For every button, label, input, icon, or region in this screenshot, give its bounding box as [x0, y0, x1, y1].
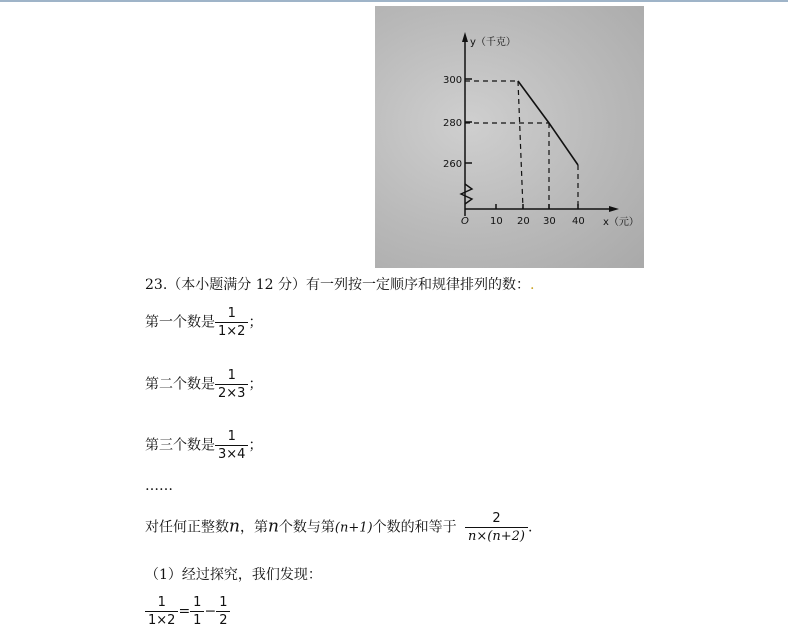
item-3-label: 第三个数是	[145, 437, 215, 454]
var-n-2: n	[267, 516, 279, 537]
y-axis-arrow	[462, 32, 468, 42]
x-tick-label-10: 10	[490, 216, 503, 227]
x-axis-arrow	[609, 206, 619, 212]
item-2	[145, 367, 262, 402]
item-1-fraction	[215, 305, 248, 340]
statement-part1: 对任何正整数	[145, 519, 229, 536]
x-tick-label-20: 20	[517, 216, 530, 227]
item-2-label: 第二个数是	[145, 376, 215, 393]
x-tick-label-30: 30	[543, 216, 556, 227]
eq-lhs-fraction	[145, 594, 178, 629]
eq-minus: −	[204, 603, 217, 620]
eq-a-fraction	[190, 594, 204, 629]
item-1-label: 第一个数是	[145, 314, 215, 331]
item-3-fraction	[215, 428, 248, 463]
item-1-den: 1×2	[218, 324, 246, 339]
origin-label: O	[461, 216, 469, 227]
statement-num: 2	[465, 510, 528, 528]
statement-part2: ，第	[239, 519, 268, 536]
eq-a-num: 1	[190, 594, 204, 612]
eq-b-fraction	[216, 594, 230, 629]
item-1-end: ；	[248, 314, 263, 331]
y-axis-label: y（千克）	[470, 37, 516, 48]
statement-end: .	[528, 519, 533, 536]
eq-lhs-num: 1	[145, 594, 178, 612]
statement-part3: 个数与第	[278, 519, 335, 536]
item-2-fraction	[215, 367, 248, 402]
item-3-num: 1	[215, 428, 248, 446]
item-2-den: 2×3	[218, 386, 246, 401]
equation	[145, 594, 230, 629]
x-axis-label: x（元）	[603, 217, 639, 228]
paren-expr: (n+1)	[334, 520, 373, 536]
eq-sign: =	[178, 603, 191, 620]
top-border-line	[0, 0, 788, 2]
eq-lhs-den: 1×2	[148, 613, 176, 628]
statement	[145, 510, 532, 545]
x-tick-label-40: 40	[572, 216, 585, 227]
y-tick-label-300: 300	[443, 75, 463, 86]
statement-fraction	[465, 510, 528, 545]
eq-b-den: 2	[219, 613, 228, 628]
item-2-end: ；	[248, 376, 263, 393]
axis-break-zigzag	[461, 184, 472, 204]
graph-photo	[375, 6, 644, 268]
problem-header	[145, 274, 534, 294]
price-weight-graph	[375, 6, 644, 268]
item-1-num: 1	[215, 305, 248, 323]
item-1	[145, 305, 262, 340]
statement-den: n×(n+2)	[468, 529, 525, 544]
sub-question-1: （1）经过探究，我们发现：	[145, 567, 322, 583]
statement-part4: 个数的和等于	[372, 519, 457, 536]
ellipsis: ……	[145, 478, 173, 494]
header-dot: .	[529, 277, 535, 293]
y-tick-label-280: 280	[443, 118, 463, 129]
problem-header-text: 23.（本小题满分 12 分）有一列按一定顺序和规律排列的数：	[145, 277, 530, 293]
item-2-num: 1	[215, 367, 248, 385]
eq-b-num: 1	[216, 594, 230, 612]
item-3-end: ；	[248, 437, 263, 454]
item-3-den: 3×4	[218, 447, 246, 462]
y-tick-label-260: 260	[443, 159, 463, 170]
item-3	[145, 428, 262, 463]
eq-a-den: 1	[193, 613, 202, 628]
var-n-1: n	[229, 516, 240, 537]
